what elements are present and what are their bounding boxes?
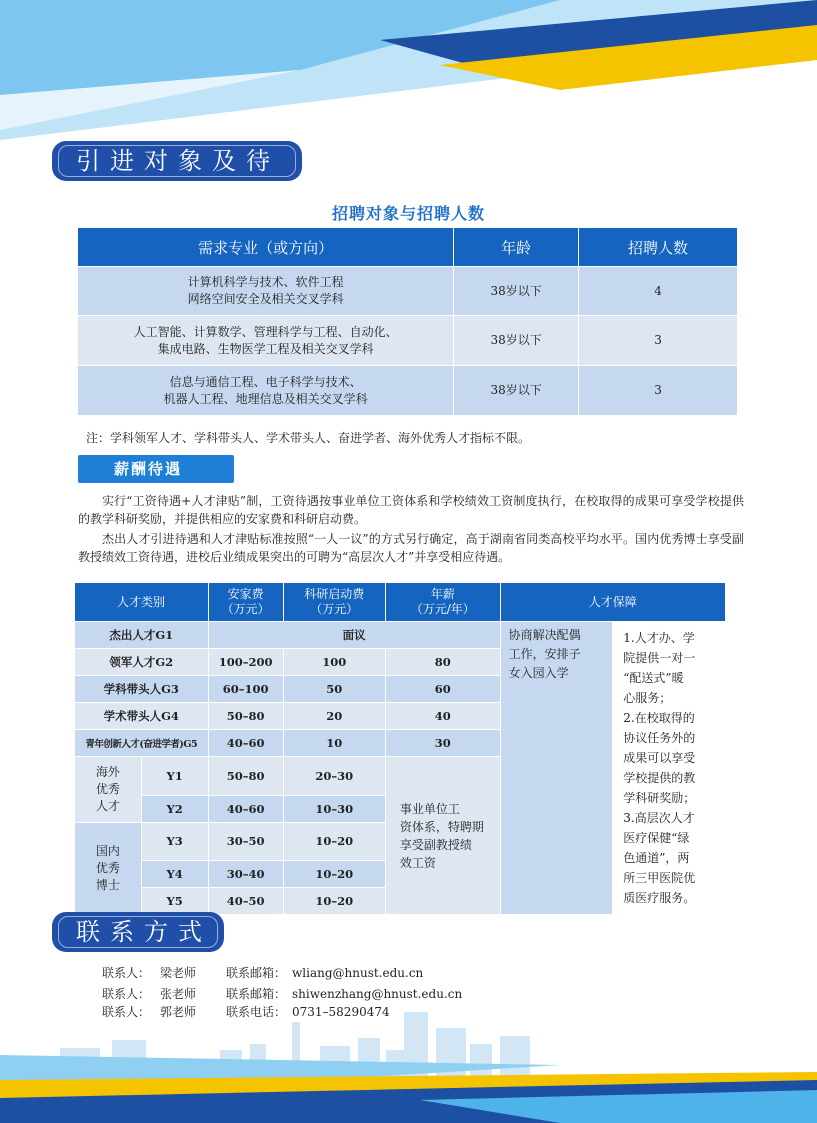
header-settle [208,583,283,622]
table-row [75,622,726,649]
contact-item [102,985,462,1002]
talent-table [74,583,726,915]
startup: 10–20 [283,888,385,915]
startup: 10 [283,730,385,757]
contact-person-label: 联系人： [102,1005,151,1019]
header-settle-label: 安家费 [227,587,264,601]
contact-value[interactable]: shiwenzhang@hnust.edu.cn [292,987,463,1001]
section-title: 引进对象及待遇 [76,147,280,215]
recruitment-table [78,228,738,415]
header-annual-label: 年薪 [430,587,455,601]
table-title: 招聘对象与招聘人数 [331,204,485,223]
startup: 10–20 [283,861,385,888]
count: 3 [579,366,738,416]
major: 网络空间安全及相关交叉学科 [187,292,344,306]
service-line: 协议任务外的 [623,731,696,745]
annual-merged-line: 资体系，特聘期 [399,819,484,834]
service-line: 所三甲医院优 [623,871,696,885]
header-annual [385,583,500,622]
service-line: 成果可以享受 [623,751,696,765]
level: Y5 [141,888,208,915]
major: 集成电路、生物医学工程及相关交叉学科 [157,341,374,356]
header-count: 招聘人数 [579,228,738,267]
category: 学科带头人G3 [75,676,209,703]
service-line: 色通道”，两 [623,851,690,865]
major: 人工智能、计算数学、管理科学与工程、自动化、 [133,324,398,339]
service-line: 学校提供的教 [623,771,696,785]
header-settle-unit: （万元） [221,602,270,616]
major: 信息与通信工程、电子科学与技术、 [169,374,362,389]
group-label-line: 人才 [95,798,120,813]
contact-person-label: 联系人： [102,987,151,1001]
bottom-decoration [0,1010,817,1123]
table-row [78,366,738,416]
spouse-line: 工作，安排子 [508,647,581,661]
service-line: 1.人才办、学 [623,631,695,645]
service-line: 3.高层次人才 [623,811,695,825]
spouse-line: 女入园入学 [508,666,569,680]
salary-paragraph-2: 杰出人才引进待遇和人才津贴标准按照“一人一议”的方式另行确定，高于湖南省同类高校平均水平。国内优秀博士享受副教授绩效工资待遇，进校后业绩成果突出的可聘为“高层次人才”并享受相应待遇。 [78,532,744,564]
header-age: 年龄 [454,228,579,267]
settle: 40–60 [208,730,283,757]
contact-person: 张老师 [160,987,197,1001]
group-label-line: 国内 [95,843,120,858]
section-banner-recruitment [52,141,302,215]
level: Y4 [141,861,208,888]
service-line: 2.在校取得的 [623,711,695,725]
header-major: 需求专业（或方向） [78,228,454,267]
service-line: 院提供一对一 [623,651,696,665]
major: 计算机科学与技术、软件工程 [187,275,344,289]
contact-person: 梁老师 [160,966,197,980]
service-line: “配送式”暖 [623,671,684,685]
annual-merged [385,757,500,915]
category: 杰出人才G1 [75,622,209,649]
annual-merged-line: 事业单位工 [399,801,460,816]
salary-tag: 薪酬待遇 [78,455,234,483]
startup: 50 [283,676,385,703]
overseas-label [75,757,142,823]
annual: 60 [385,676,500,703]
settle: 30–40 [208,861,283,888]
contact-value[interactable]: wliang@hnust.edu.cn [292,966,424,980]
age: 38岁以下 [454,366,579,416]
settle: 60–100 [208,676,283,703]
table-row [78,316,738,366]
service-line: 医疗保健“绿 [623,831,690,845]
category: 领军人才G2 [75,649,209,676]
settle: 100–200 [208,649,283,676]
major: 机器人工程、地理信息及相关交叉学科 [163,391,368,406]
startup: 20 [283,703,385,730]
annual-merged-line: 享受副教授绩 [399,837,472,852]
group-label-line: 海外 [95,764,120,779]
header-category: 人才类别 [75,583,209,622]
count: 4 [579,267,738,316]
level: Y3 [141,822,208,861]
contact-method-label: 联系邮箱： [226,987,287,1001]
settle: 30–50 [208,822,283,861]
spouse-line: 协商解决配偶 [508,628,581,642]
contact-value[interactable]: 0731–58290474 [292,1005,390,1019]
top-decoration [0,0,817,140]
contact-person-label: 联系人： [102,966,151,980]
category: 青年创新人才(奋进学者)G5 [75,730,209,757]
startup: 10–20 [283,822,385,861]
contact-person: 郭老师 [160,1005,197,1019]
service-line: 学科研奖励； [623,791,696,805]
settle: 40–60 [208,795,283,822]
service-line: 质医疗服务。 [623,891,696,905]
annual: 80 [385,649,500,676]
contact-method-label: 联系电话： [226,1005,287,1019]
group-label-line: 博士 [95,877,120,892]
level: Y1 [141,757,208,796]
header-startup-unit: （万元） [310,602,359,616]
settle: 50–80 [208,757,283,796]
startup: 20–30 [283,757,385,796]
annual-merged-line: 效工资 [399,855,436,870]
group-label-line: 优秀 [95,860,120,875]
header-startup [283,583,385,622]
domestic-label [75,822,142,915]
age: 38岁以下 [454,316,579,366]
section-banner-contact [52,912,224,952]
contact-item [102,964,423,981]
level: Y2 [141,795,208,822]
salary-paragraph-1: 实行“工资待遇+人才津贴”制，工资待遇按事业单位工资体系和学校绩效工资制度执行，在校取得的成果可享受学校提供的教学科研奖励，并提供相应的安家费和科研启动费。 [78,494,744,526]
contact-title: 联系方式 [76,918,212,946]
annual: 30 [385,730,500,757]
age: 38岁以下 [454,267,579,316]
count: 3 [579,316,738,366]
table-note: 注：学科领军人才、学科带头人、学术带头人、奋进学者、海外优秀人才指标不限。 [86,431,531,445]
category: 学术带头人G4 [75,703,209,730]
annual: 40 [385,703,500,730]
group-label-line: 优秀 [95,781,120,796]
startup: 10–30 [283,795,385,822]
settle: 50–80 [208,703,283,730]
table-row [78,267,738,316]
contact-item [102,1003,390,1020]
header-startup-label: 科研启动费 [304,587,365,601]
header-guarantee: 人才保障 [500,583,725,622]
startup: 100 [283,649,385,676]
settle: 40–50 [208,888,283,915]
header-annual-unit: （万元/年） [410,602,475,616]
service-line: 心服务； [623,691,672,705]
merged-value: 面议 [208,622,500,649]
contact-method-label: 联系邮箱： [226,966,287,980]
